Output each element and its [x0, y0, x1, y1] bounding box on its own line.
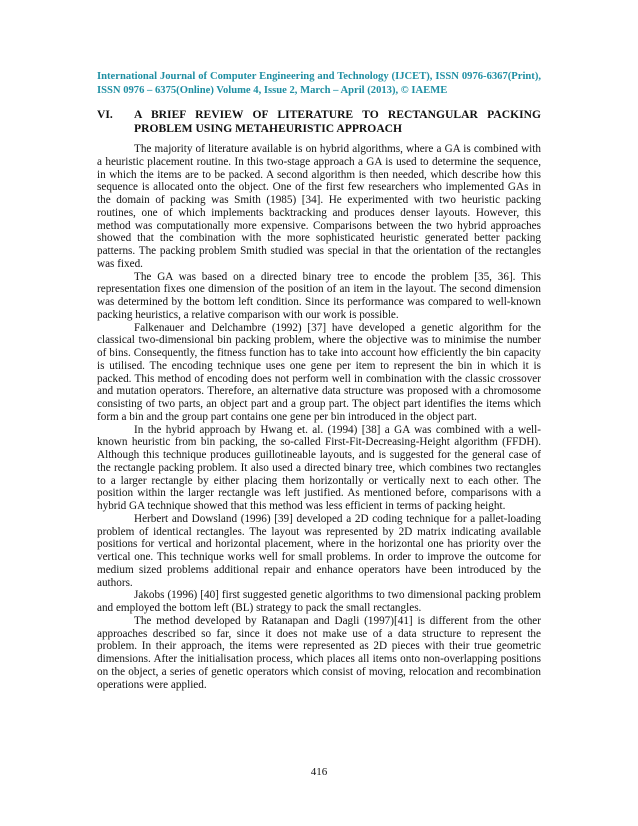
paragraph-7: The method developed by Ratanapan and Dagli (1997)[41] is different from the other approaches described so far, since it does not make use of a data structure to represent the problem. In their approach, the items were represented as 2D pieces with their true geometric dimensions. After the initialisation process, which places all items onto non-overlapping positions on the object, a series of genetic operators which consist of moving, relocation and recombination operations were applied.	[97, 614, 541, 691]
section-title: A BRIEF REVIEW OF LITERATURE TO RECTANGULAR PACKING PROBLEM USING METAHEURISTIC APPROACH	[134, 108, 541, 135]
paragraph-5: Herbert and Dowsland (1996) [39] developed a 2D coding technique for a pallet-loading problem of identical rectangles. The layout was represented by 2D matrix indicating available positions for vertical and horizontal placement, where in the horizontal one has priority over the vertical one. This technique works well for small problems. In order to improve the outcome for medium sized problems additional repair and enhance operators have been introduced by the authors.	[97, 512, 541, 589]
paragraph-6: Jakobs (1996) [40] first suggested genetic algorithms to two dimensional packing problem and employed the bottom left (BL) strategy to pack the small rectangles.	[97, 589, 541, 614]
paragraph-1: The majority of literature available is on hybrid algorithms, where a GA is combined with a heuristic placement routine. In this two-stage approach a GA is used to determine the sequence, in which the items are to be packed. A second algorithm is then needed, which describe how this sequence is allocated onto the object. One of the first few researchers who implemented GAs in the domain of packing was Smith (1985) [34]. He experimented with two heuristic packing routines, one of which implements backtracking and produces denser layouts. However, this method was computationally more expensive. Comparisons between the two hybrid approaches showed that the combination with the more sophisticated heuristic generated better packing patterns. The packing problem Smith studied was special in that the orientation of the rectangles was fixed.	[97, 143, 541, 270]
body-text	[97, 143, 541, 691]
paragraph-4: In the hybrid approach by Hwang et. al. (1994) [38] a GA was combined with a well-known heuristic from bin packing, the so-called First-Fit-Decreasing-Height algorithm (FFDH). Although this technique produces guillotineable layouts, and is suggested for the general case of the rectangle packing problem. It also used a directed binary tree, which combines two rectangles to a larger rectangle by either placing them horizontally or vertically next to each other. The position within the larger rectangle was left justified. As mentioned before, comparisons with a hybrid GA technique showed that this method was less efficient in terms of packing height.	[97, 423, 541, 512]
section-heading	[97, 108, 541, 135]
paragraph-2: The GA was based on a directed binary tree to encode the problem [35, 36]. This representation fixes one dimension of the position of an item in the layout. The second dimension was determined by the bottom left condition. Since its performance was compared to well-known packing heuristics, a relative comparison with our work is possible.	[97, 270, 541, 321]
section-number: VI.	[97, 108, 113, 121]
page-number: 416	[310, 766, 328, 778]
paragraph-3: Falkenauer and Delchambre (1992) [37] have developed a genetic algorithm for the classical two-dimensional bin packing problem, where the objective was to minimise the number of bins. Consequently, the fitness function has to take into account how efficiently the bin capacity is utilised. The encoding technique uses one gene per item to represent the bin in which it is packed. This method of encoding does not perform well in combination with the classic crossover and mutation operators. Therefore, an alternative data structure was proposed with a chromosome consisting of two parts, an object part and a group part. The object part identifies the items which form a bin and the group part contains one gene per bin introduced in the object part.	[97, 321, 541, 423]
journal-header: International Journal of Computer Engineering and Technology (IJCET), ISSN 0976-6367(Print), ISSN 0976 – 6375(Online) Volume 4, Issue 2, March – April (2013), © IAEME	[97, 71, 541, 96]
